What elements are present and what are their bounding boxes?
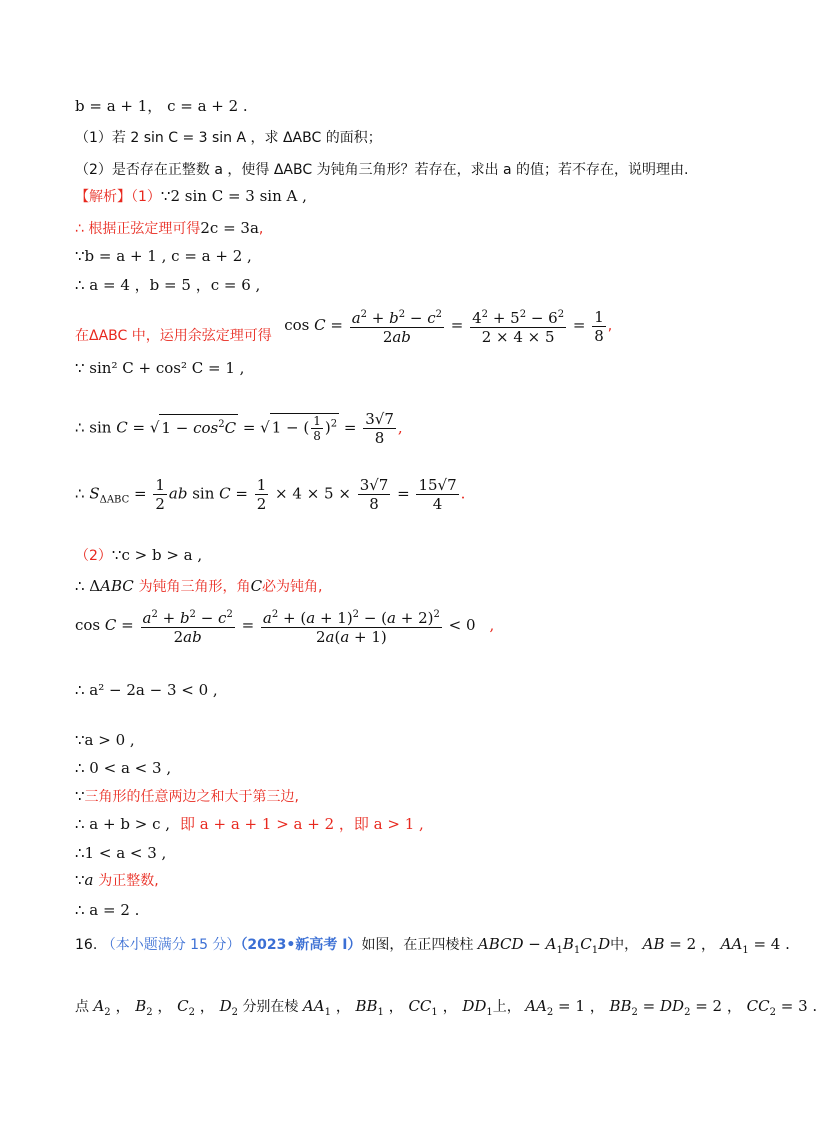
cosine-rule-step: 在ΔABC 中，运用余弦定理可得 cos C = $\frac{a^2 + b^2 - c^2}{2ab}$ = $\frac{4^2 + 5^2 - 6^2}{2 \times 4 \times 5}$ = $\frac{1}{8}$ ,	[75, 307, 613, 346]
solution-start: 【解析】（1）∵2 sin C = 3 sin A ,	[75, 187, 307, 205]
solution-step: ∴ 0 < a < 3 ,	[75, 759, 172, 777]
given-conditions: b = a + 1， c = a + 2 .	[75, 97, 248, 115]
solution-tag: 【解析】	[75, 189, 131, 205]
sine-value-step: ∴ sin C = √ $1 - \cos^2C$ = √ 1 − ( $\frac{1}{8}$ )$^2$ = $\frac{3√7}{8}$ ,	[75, 410, 403, 447]
solution-step: ∴ a = 2 .	[75, 901, 140, 919]
solution-step: ∴ ΔABC 为钝角三角形，角C必为钝角,	[75, 577, 323, 595]
problem-16-statement: 16. （本小题满分 15 分）（2023•新高考 I）如图，在正四棱柱 ABCD − $A_1B_1C_1D$中， AB = 2 ， $AA_1 = 4$ .	[75, 935, 790, 956]
solution-step: ∴1 < a < 3 ,	[75, 844, 167, 862]
question-2: （2）是否存在正整数 a ，使得 ΔABC 为钝角三角形？若存在，求出 a 的值；若不存在，说明理由.	[75, 162, 689, 178]
solution-step: ∵a 为正整数,	[75, 871, 159, 889]
solution-step: ∵b = a + 1 , c = a + 2 ,	[75, 247, 252, 265]
solution-step: ∵三角形的任意两边之和大于第三边,	[75, 787, 299, 805]
solution-step: ∴ a = 4 ，b = 5 ，c = 6 ,	[75, 276, 261, 294]
obtuse-condition-step: cos C = $\frac{a^2 + b^2 - c^2}{2ab}$ = $\frac{a^2 + (a + 1)^2 - (a + 2)^2}{2a(a + 1)}$ < 0 ,	[75, 606, 494, 646]
question-1: （1）若 2 sin C = 3 sin A ，求 ΔABC 的面积；	[75, 130, 382, 146]
solution-step: ∴ a² − 2a − 3 < 0 ,	[75, 681, 218, 699]
solution-step: ∵ sin² C + cos² C = 1 ,	[75, 359, 245, 377]
solution-step: ∴ 根据正弦定理可得2c = 3a,	[75, 219, 264, 237]
solution-step: ∵a > 0 ,	[75, 731, 135, 749]
solution-step: ∴ a + b > c , 即 a + a + 1 > a + 2 ，即 a > 1 ,	[75, 815, 424, 833]
cosine-formula: cos C = $\frac{a^2 + b^2 - c^2}{2ab}$ = $\frac{4^2 + 5^2 - 6^2}{2 \times 4 \times 5}$ = $\frac{1}{8}$	[284, 307, 604, 346]
part-2-start: （2）∵c > b > a ,	[75, 546, 203, 564]
area-step: ∴ $S_{\Delta ABC}$ = $\frac{1}{2}$ ab sin C = $\frac{1}{2}$ × 4 × 5 × $\frac{3√7}{8}$ = $\frac{15√7}{4}$ .	[75, 476, 466, 513]
problem-16-statement-cont: 点 $A_2$ ， $B_2$ ， $C_2$ ， $D_2$ 分别在棱 $AA_1$ ， $BB_1$ ， $CC_1$ ， $DD_1$上， $AA_2 = 1$ ， $BB_2 = DD_2 = 2$ ， $CC_2 = 3$ .	[75, 997, 817, 1018]
